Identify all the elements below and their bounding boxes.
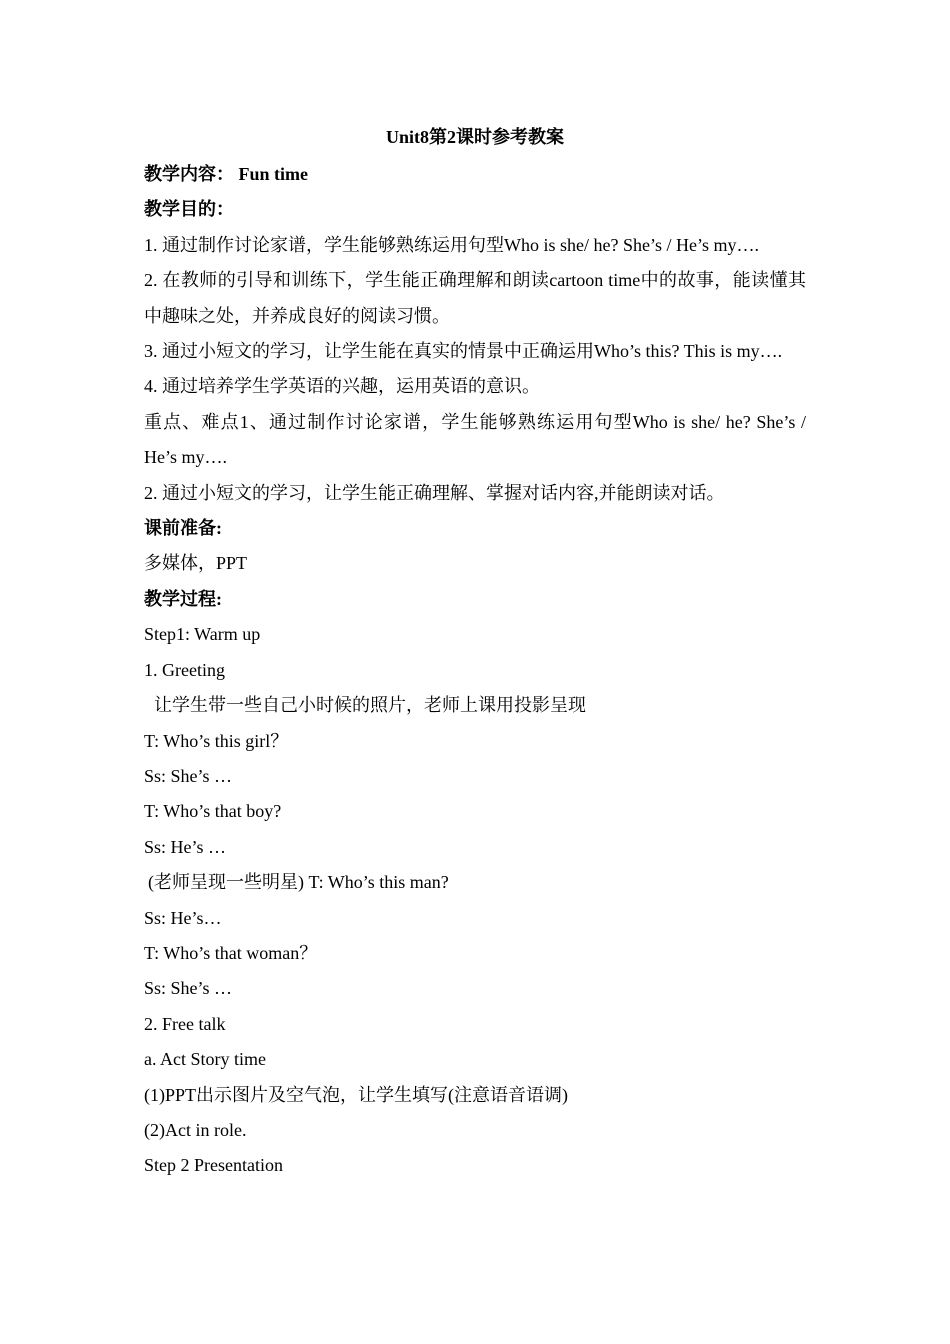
preparation-value: 多媒体，PPT [144,553,248,574]
process-line: Step 2 Presentation [144,1155,283,1176]
objective-item: 2. 在教师的引导和训练下，学生能正确理解和朗读cartoon time中的故事，能读懂其中趣味之处，并养成良好的阅读习惯。 [144,270,806,326]
process-line: Ss: He’s … [144,836,227,857]
content-line [144,157,806,192]
process-line: 让学生带一些自己小时候的照片，老师上课用投影呈现 [154,695,586,716]
process-line: T: Who’s that woman？ [144,942,318,963]
content-label: 教学内容： [144,164,234,184]
document-title: Unit8第2课时参考教案 [385,127,564,147]
process-line: Ss: She’s … [144,765,233,786]
process-line: Ss: He’s… [144,907,222,928]
process-heading: 教学过程: [144,588,222,609]
process-line: T: Who’s this girl？ [144,730,289,751]
preparation-heading: 课前准备: [144,518,222,539]
process-line: a. Act Story time [144,1049,266,1070]
content-value: Fun time [238,164,308,184]
objective-item: 3. 通过小短文的学习，让学生能在真实的情景中正确运用Who’s this? This is my…. [144,341,783,362]
objective-item: 1. 通过制作讨论家谱，学生能够熟练运用句型Who is she/ he? She’s / He’s my…. [144,234,759,255]
process-line: Ss: She’s … [144,978,233,999]
process-line: (2)Act in role. [144,1119,247,1140]
process-line: (老师呈现一些明星) T: Who’s this man? [148,872,449,893]
key-point-item: 重点、难点1、通过制作讨论家谱，学生能够熟练运用句型Who is she/ he? She’s / He’s my…. [144,411,806,468]
key-point-item: 2. 通过小短文的学习，让学生能正确理解、掌握对话内容,并能朗读对话。 [144,482,725,503]
process-line: 2. Free talk [144,1013,226,1034]
process-line: Step1: Warm up [144,624,261,645]
document-body [144,157,806,1184]
process-line: 1. Greeting [144,659,225,680]
objective-item: 4. 通过培养学生学英语的兴趣，运用英语的意识。 [144,376,540,397]
process-line: (1)PPT出示图片及空气泡，让学生填写(注意语音语调) [144,1084,568,1105]
objectives-heading: 教学目的： [144,199,234,220]
process-line: T: Who’s that boy? [144,801,282,822]
